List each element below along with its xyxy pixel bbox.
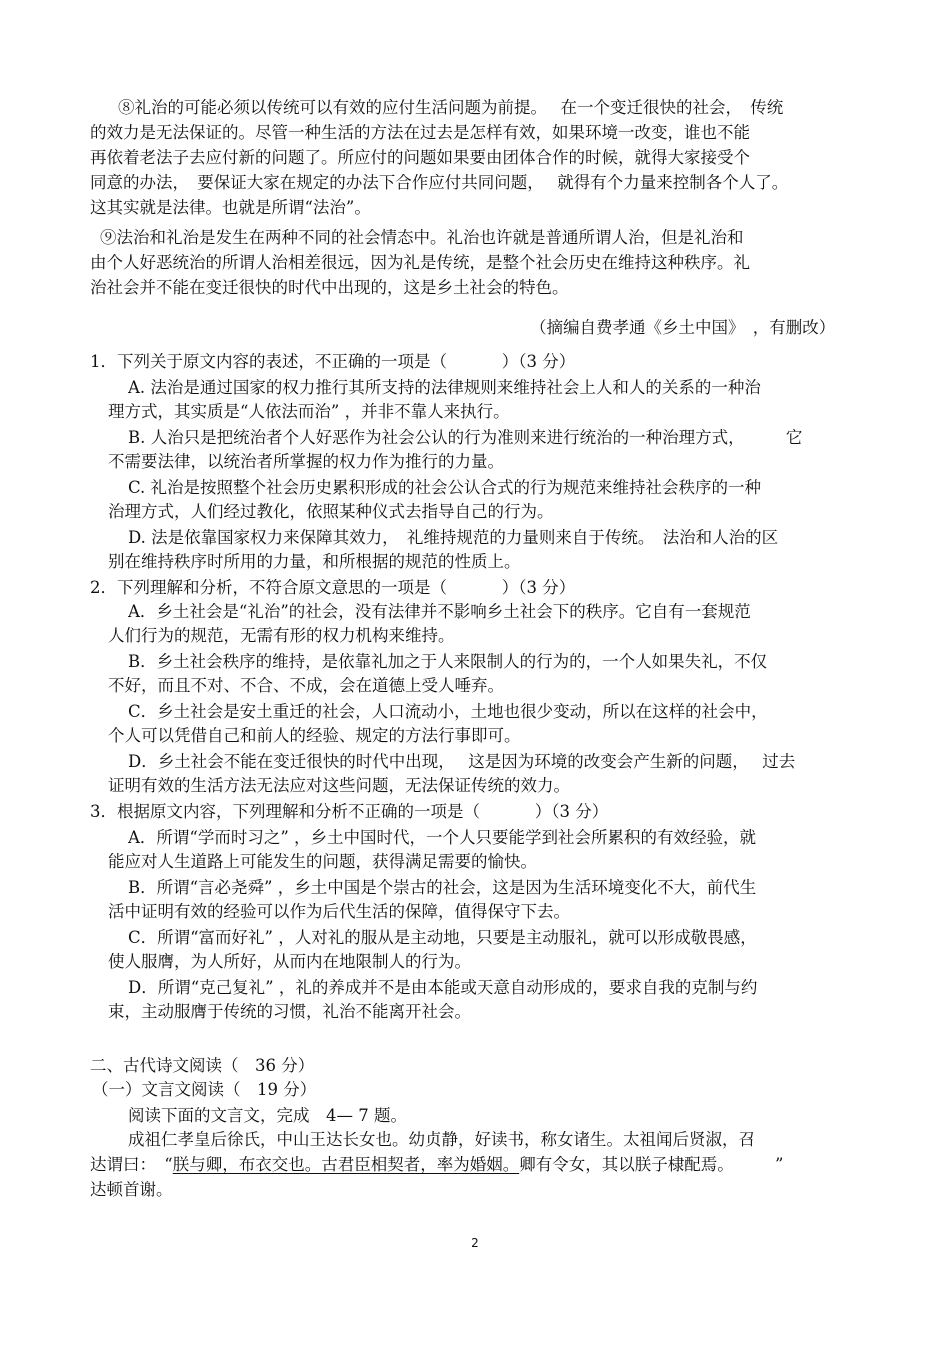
passage-line: 再依着老法子去应付新的问题了。所应付的问题如果要由团体合作的时候，就得大家接受个	[90, 148, 750, 167]
question-1-option-a-cont: 理方式，其实质是“人依法而治” ，并非不靠人来执行。	[108, 402, 510, 421]
section-subtitle: （一）文言文阅读（ 19 分）	[92, 1080, 317, 1099]
question-3-option-a: A．所谓“学而时习之” ，乡土中国时代，一个人只要能学到社会所累积的有效经验，就	[128, 828, 757, 847]
question-1-option-c: C. 礼治是按照整个社会历史累积形成的社会公认合式的行为规范来维持社会秩序的一种	[128, 478, 762, 497]
question-2-option-d-cont: 证明有效的生活方法无法应对这些问题，无法保证传统的效力。	[108, 776, 570, 795]
question-3-option-d-cont: 束，主动服膺于传统的习惯，礼治不能离开社会。	[108, 1002, 471, 1021]
passage-line: 这其实就是法律。也就是所谓“法治”。	[90, 198, 371, 217]
classical-text-line: 成祖仁孝皇后徐氏，中山王达长女也。幼贞静，好读书，称女诸生。太祖闻后贤淑，召	[128, 1130, 755, 1149]
section-title: 二、古代诗文阅读（ 36 分）	[90, 1056, 315, 1075]
classical-text-segment: 达谓曰： “	[90, 1155, 173, 1174]
question-2-option-c-cont: 个人可以凭借自己和前人的经验、规定的方法行事即可。	[108, 726, 521, 745]
section-instruction: 阅读下面的文言文，完成 4— 7 题。	[128, 1106, 407, 1125]
passage-line: 由个人好恶统治的所谓人治相差很远，因为礼是传统，是整个社会历史在维持这种秩序。礼	[90, 253, 750, 272]
question-2-option-c: C．乡土社会是安土重迁的社会，人口流动小，土地也很少变动，所以在这样的社会中，	[128, 702, 768, 721]
question-3-option-b-cont: 活中证明有效的经验可以作为后代生活的保障，值得保守下去。	[108, 902, 570, 921]
passage-line: 治社会并不能在变迁很快的时代中出现的，这是乡土社会的特色。	[90, 278, 569, 297]
classical-text-line: 达顿首谢。	[90, 1180, 173, 1199]
question-3-option-c-cont: 使人服膺，为人所好，从而内在地限制人的行为。	[108, 952, 471, 971]
underlined-sentence: 朕与卿，布衣交也。古君臣相契者，率为婚姻。	[172, 1155, 520, 1174]
question-2-option-b: B．乡土社会秩序的维持，是依靠礼加之于人来限制人的行为的，一个人如果失礼，不仅	[128, 652, 768, 671]
question-2-stem: 2．下列理解和分析，不符合原文意思的一项是（ ）（3 分）	[90, 578, 576, 597]
page-number: 2	[471, 1236, 479, 1250]
question-2-option-a-cont: 人们行为的规范，无需有形的权力机构来维持。	[108, 626, 455, 645]
passage-line: 同意的办法， 要保证大家在规定的办法下合作应付共同问题， 就得有个力量来控制各个人了。	[90, 173, 789, 192]
question-2-option-b-cont: 不好，而且不对、不合、不成，会在道德上受人唾弃。	[108, 676, 504, 695]
question-3-option-a-cont: 能应对人生道路上可能发生的问题，获得满足需要的愉快。	[108, 852, 537, 871]
passage-line: 的效力是无法保证的。尽管一种生活的方法在过去是怎样有效，如果环境一改变，谁也不能	[90, 123, 750, 142]
question-1-option-b-cont: 不需要法律，以统治者所掌握的权力作为推行的力量。	[108, 452, 504, 471]
passage-line: ⑧礼治的可能必须以传统可以有效的应付生活问题为前提。 在一个变迁很快的社会， 传统	[118, 98, 784, 117]
question-3-option-d: D．所谓“克己复礼” ，礼的养成并不是由本能或天意自动形成的，要求自我的克制与约	[128, 978, 758, 997]
classical-text-segment: 卿有令女，其以朕子棣配焉。 ”	[519, 1155, 784, 1174]
question-2-option-a: A．乡土社会是“礼治”的社会，没有法律并不影响乡土社会下的秩序。它自有一套规范	[128, 602, 751, 621]
question-3-option-b: B．所谓“言必尧舜” ，乡土中国是个崇古的社会，这是因为生活环境变化不大，前代生	[128, 878, 757, 897]
passage-line: ⑨法治和礼治是发生在两种不同的社会情态中。礼治也许就是普通所谓人治，但是礼治和	[100, 228, 744, 247]
question-2-option-d: D．乡土社会不能在变迁很快的时代中出现， 这是因为环境的改变会产生新的问题， 过去	[128, 752, 796, 771]
classical-text-line	[90, 1153, 870, 1177]
question-3-option-c: C．所谓“富而好礼” ，人对礼的服从是主动地，只要是主动服礼，就可以形成敬畏感，	[128, 928, 757, 947]
question-3-stem: 3．根据原文内容，下列理解和分析不正确的一项是（ ）（3 分）	[90, 802, 609, 821]
question-1-option-b: B. 人治只是把统治者个人好恶作为社会公认的行为准则来进行统治的一种治理方式， 它	[128, 428, 803, 447]
question-1-option-d: D. 法是依靠国家权力来保障其效力， 礼维持规范的力量则来自于传统。 法治和人治的区	[128, 528, 779, 547]
question-1-stem: 1．下列关于原文内容的表述，不正确的一项是（ ）（3 分）	[90, 352, 576, 371]
source-citation: （摘编自费孝通《乡土中国》 ，有删改）	[530, 318, 836, 337]
question-1-option-a: A. 法治是通过国家的权力推行其所支持的法律规则来维持社会上人和人的关系的一种治	[128, 378, 761, 397]
question-1-option-c-cont: 治理方式，人们经过教化，依照某种仪式去指导自己的行为。	[108, 502, 554, 521]
question-1-option-d-cont: 别在维持秩序时所用的力量，和所根据的规范的性质上。	[108, 552, 521, 571]
